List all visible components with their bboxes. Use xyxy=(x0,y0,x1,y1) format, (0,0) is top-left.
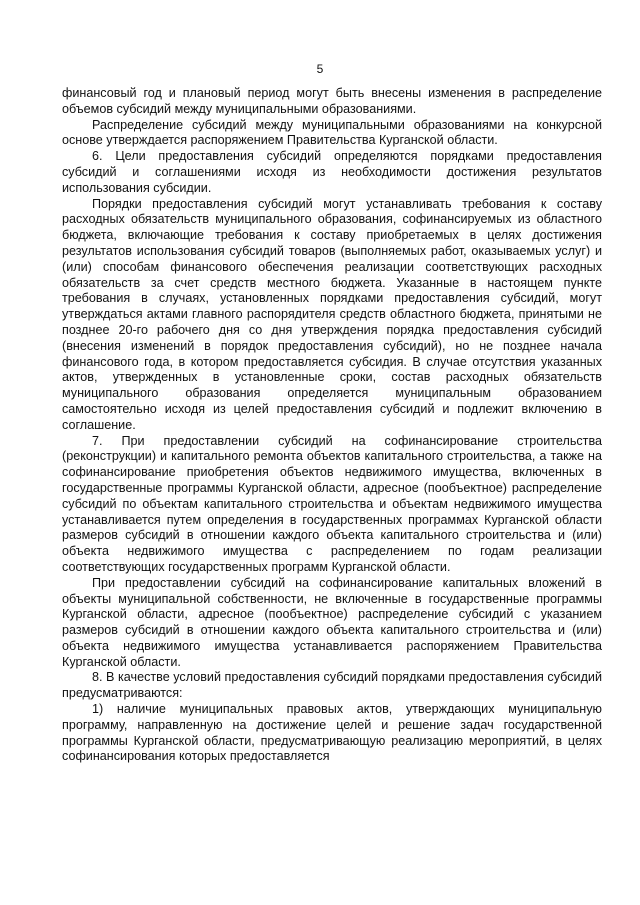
paragraph: 8. В качестве условий предоставления субсидий порядками предоставления субсидий предусматриваются: xyxy=(62,670,602,701)
paragraph: 6. Цели предоставления субсидий определяются порядками предоставления субсидий и соглашениями исходя из необходимости достижения результатов использования субсидии. xyxy=(62,149,602,195)
paragraph: 1) наличие муниципальных правовых актов, утверждающих муниципальную программу, направленную на достижение целей и решение задач государственной программы Курганской области, предусматривающую реализацию мероприятий, в целях софинансирования которых предоставляется xyxy=(62,702,602,764)
page-number: 5 xyxy=(316,62,324,76)
paragraph: 7. При предоставлении субсидий на софинансирование строительства (реконструкции) и капитального ремонта объектов капитального строительства, а также на софинансирование приобретения объектов недвижимого имущества, включенных в государственные программы Курганской области, адресное (пообъектное) распределение субсидий по объектам капитального строительства и объектам недвижимого имущества устанавливается путем определения в государственных программах Курганской области размеров субсидий в отношении каждого объекта капитального строительства и (или) объекта недвижимого имущества с распределением по годам реализации соответствующих государственных программ Курганской области. xyxy=(62,433,602,574)
paragraph: финансовый год и плановый период могут быть внесены изменения в распределение объемов субсидий между муниципальными образованиями. xyxy=(62,86,602,116)
paragraph: При предоставлении субсидий на софинансирование капитальных вложений в объекты муниципальной собственности, не включенные в государственные программы Курганской области, адресное (пообъектное) распределение субсидий с указанием размеров субсидий в отношении каждого объекта капитального строительства и (или) объекта недвижимого имущества устанавливается распоряжением Правительства Курганской области. xyxy=(62,575,602,669)
document-body xyxy=(62,86,602,765)
paragraph: Порядки предоставления субсидий могут устанавливать требования к составу расходных обязательств муниципального образования, софинансируемых из областного бюджета, включающие требования к составу приобретаемых в целях достижения результатов использования субсидий товаров (выполняемых работ, оказываемых услуг) и (или) способам финансового обеспечения реализации соответствующих расходных обязательств за счет средств местного бюджета. Указанные в настоящем пункте требования в случаях, установленных порядками предоставления субсидий, могут утверждаться актами главного распорядителя средств областного бюджета, принятыми не позднее 20-го рабочего дня со дня утверждения порядка предоставления субсидий (внесения изменений в порядок предоставления субсидий), но не позднее начала финансового года, в котором предоставляется субсидия. В случае отсутствия указанных актов, утвержденных в установленные сроки, состав расходных обязательств муниципального образования определяется муниципальным образованием самостоятельно исходя из целей предоставления субсидий и подлежит включению в соглашение. xyxy=(62,196,602,432)
paragraph: Распределение субсидий между муниципальными образованиями на конкурсной основе утверждается распоряжением Правительства Курганской области. xyxy=(62,117,602,148)
